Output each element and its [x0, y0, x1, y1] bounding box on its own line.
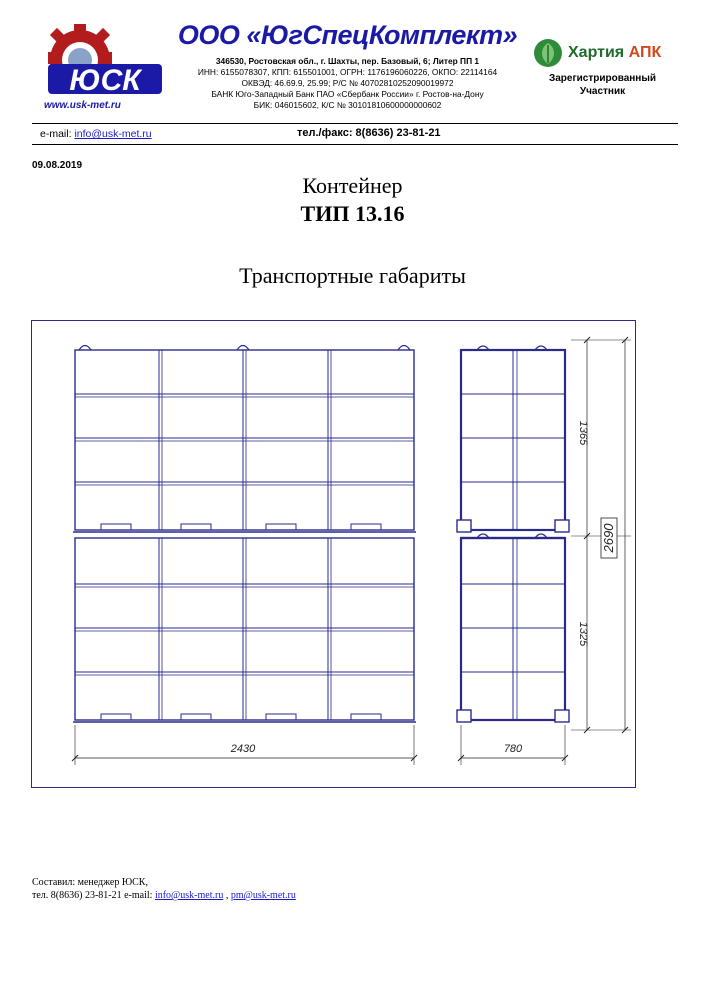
dim-depth-label: 780: [503, 743, 523, 755]
requisites-inn: ИНН: 6155078307, КПП: 615501001, ОГРН: 1176196060226, ОКПО: 22114164: [197, 67, 498, 77]
front-lower-frame: [75, 538, 414, 720]
front-fork-pocket-lower: [351, 714, 381, 720]
document-title: Контейнер: [302, 173, 403, 198]
dimension-lines: [72, 337, 631, 765]
requisites-bik: БИК: 046015602, К/С № 30101810600000000602: [253, 100, 442, 110]
logo-text: ЮСК: [69, 64, 141, 97]
front-fork-pocket-lower: [266, 714, 296, 720]
hartia-leaf-icon: [533, 38, 563, 68]
email-label: e-mail:: [40, 128, 75, 140]
header-divider-top: [32, 123, 678, 124]
front-fork-pocket-upper: [101, 524, 131, 530]
drawing-frame: [32, 321, 636, 788]
document-type: ТИП 13.16: [300, 201, 405, 226]
side-corner-casting-left-bottom: [457, 710, 471, 722]
dim-total-height-label: 2690: [601, 523, 616, 553]
hartia-registered: Зарегистрированный: [548, 73, 657, 84]
footer-email-info[interactable]: info@usk-met.ru: [154, 890, 224, 901]
front-view: [73, 346, 416, 723]
front-fork-pocket-lower: [101, 714, 131, 720]
usk-logo: [40, 22, 165, 114]
front-upper-frame: [75, 350, 414, 530]
front-fork-pocket-upper: [266, 524, 296, 530]
footer-contacts: [32, 890, 296, 901]
footer-email-pm[interactable]: pm@usk-met.ru: [230, 890, 296, 901]
header-email: [40, 128, 152, 140]
footer-contacts-prefix: тел. 8(8636) 23-81-21 e-mail:: [32, 890, 155, 901]
container-drawing: [31, 320, 636, 788]
header-phone: тел./факс: 8(8636) 23-81-21: [297, 127, 441, 139]
hartia-participant: Участник: [579, 86, 626, 97]
logo-url: www.usk-met.ru: [44, 100, 121, 111]
header-email-link[interactable]: info@usk-met.ru: [74, 128, 152, 140]
hartia-title: [568, 44, 661, 62]
side-corner-casting-right: [555, 520, 569, 532]
side-view: [457, 346, 569, 722]
dim-upper-height-label: 1365: [577, 420, 589, 446]
requisites-bank: БАНК Юго-Западный Банк ПАО «Сбербанк России» г. Ростов-на-Дону: [211, 89, 484, 99]
hartia-apk: АПК: [628, 44, 662, 61]
footer-compiled-by: Составил: менеджер ЮСК,: [32, 877, 148, 888]
footer-separator: ,: [223, 890, 231, 901]
dim-lower-height-label: 1325: [577, 621, 589, 647]
front-fork-pocket-upper: [351, 524, 381, 530]
document-subtitle: Транспортные габариты: [239, 263, 466, 288]
requisites-address: 346530, Ростовская обл., г. Шахты, пер. Базовый, 6; Литер ПП 1: [215, 56, 480, 66]
header-divider-bottom: [32, 144, 678, 145]
company-name: ООО «ЮгСпецКомплект»: [177, 20, 518, 50]
side-corner-casting-left: [457, 520, 471, 532]
requisites-okved: ОКВЭД: 46.69.9, 25.99; Р/С № 40702810252090019972: [241, 78, 454, 88]
front-fork-pocket-upper: [181, 524, 211, 530]
document-date: 09.08.2019: [32, 160, 83, 171]
hartia-name: Хартия: [568, 44, 625, 61]
dim-width-label: 2430: [230, 743, 256, 755]
side-corner-casting-right-bottom: [555, 710, 569, 722]
front-fork-pocket-lower: [181, 714, 211, 720]
